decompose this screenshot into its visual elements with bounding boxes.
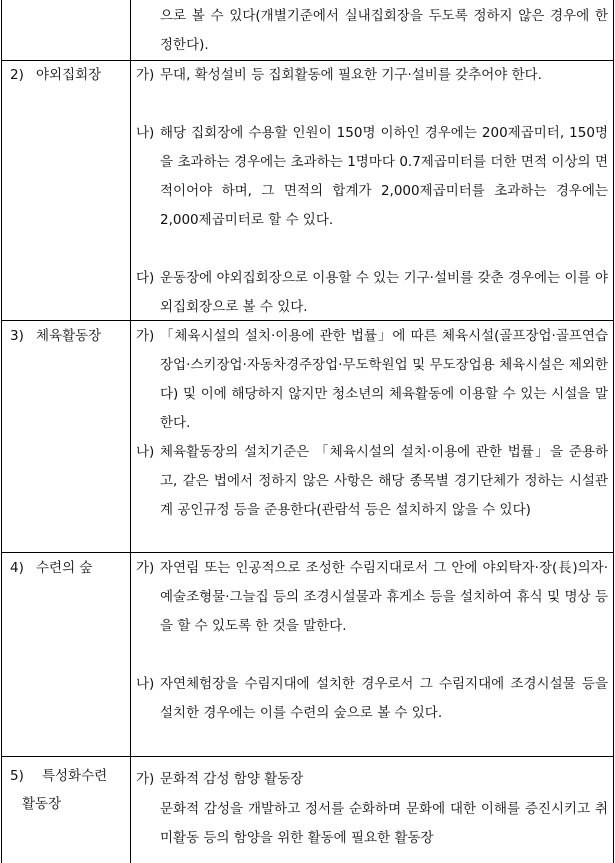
row-divider — [1, 552, 614, 553]
row-divider — [1, 756, 614, 757]
table-left-border — [1, 0, 2, 863]
list-item: 가) 자연림 또는 인공적으로 조성한 수림지대로서 그 안에 야외탁자·장(長)의자·예술조형물·그늘집 등의 조경시설물과 휴게소 등을 설치하여 휴식 및 명상 등을 할 수 있도록 한 것을 말한다. — [136, 560, 608, 634]
section-heading: 3) 체육활동장 — [10, 328, 102, 344]
list-item: 나) 체육활동장의 설치기준은 「체육시설의 설치·이용에 관한 법률」을 준용하고, 같은 법에서 정하지 않은 사항은 해당 종목별 경기단체가 정하는 시설관계 공인규정 등을 준용한다(관람석 등은 설치하지 않을 수 있다) — [136, 444, 608, 518]
list-item: 가) 문화적 감성 함양 활동장 — [136, 771, 304, 787]
list-item: 다) 운동장에 야외집회장으로 이용할 수 있는 기구·설비를 갖춘 경우에는 이를 야외집회장으로 볼 수 있다. — [136, 270, 608, 315]
list-item: 나) 자연체험장을 수림지대에 설치한 경우로서 그 수림지대에 조경시설물 등을 설치한 경우에는 이를 수련의 숲으로 볼 수 있다. — [136, 676, 608, 721]
sub-item-text: 문화적 감성을 개발하고 정서를 순화하며 문화에 대한 이해를 증진시키고 취미활동 등의 함양을 위한 활동에 필요한 활동장 — [160, 801, 608, 846]
table-right-border — [613, 0, 614, 863]
list-item: 가) 「체육시설의 설치·이용에 관한 법률」에 따른 체육시설(골프장업·골프연습장업·스키장업·자동차경주장업·무도학원업 및 무도장업용 체육시설은 제외한다) 및 이에 해당하지 않지만 청소년의 체육활동에 이용할 수 있는 시설을 말한다. — [136, 328, 608, 431]
section-heading: 5) 특성화수련 — [10, 768, 108, 784]
table-column-divider — [130, 0, 131, 863]
section-heading: 4) 수련의 숲 — [10, 560, 93, 576]
list-item: 나) 해당 집회장에 수용할 인원이 150명 이하인 경우에는 200제곱미터, 150명을 초과하는 경우에는 초과하는 1명마다 0.7제곱미터를 더한 면적 이상의 면적이어야 하며, 그 면적의 합계가 2,000제곱미터를 초과하는 경우에는 2,000제곱미터로 할 수 있다. — [136, 125, 608, 228]
list-item: 가) 무대, 확성설비 등 집회활동에 필요한 기구·설비를 갖추어야 한다. — [136, 67, 542, 83]
section-heading-continued: 활동장 — [22, 796, 62, 812]
section-heading: 2) 야외집회장 — [10, 67, 102, 83]
continuation-text: 으로 볼 수 있다(개별기준에서 실내집회장을 두도록 정하지 않은 경우에 한정한다). — [160, 8, 608, 53]
